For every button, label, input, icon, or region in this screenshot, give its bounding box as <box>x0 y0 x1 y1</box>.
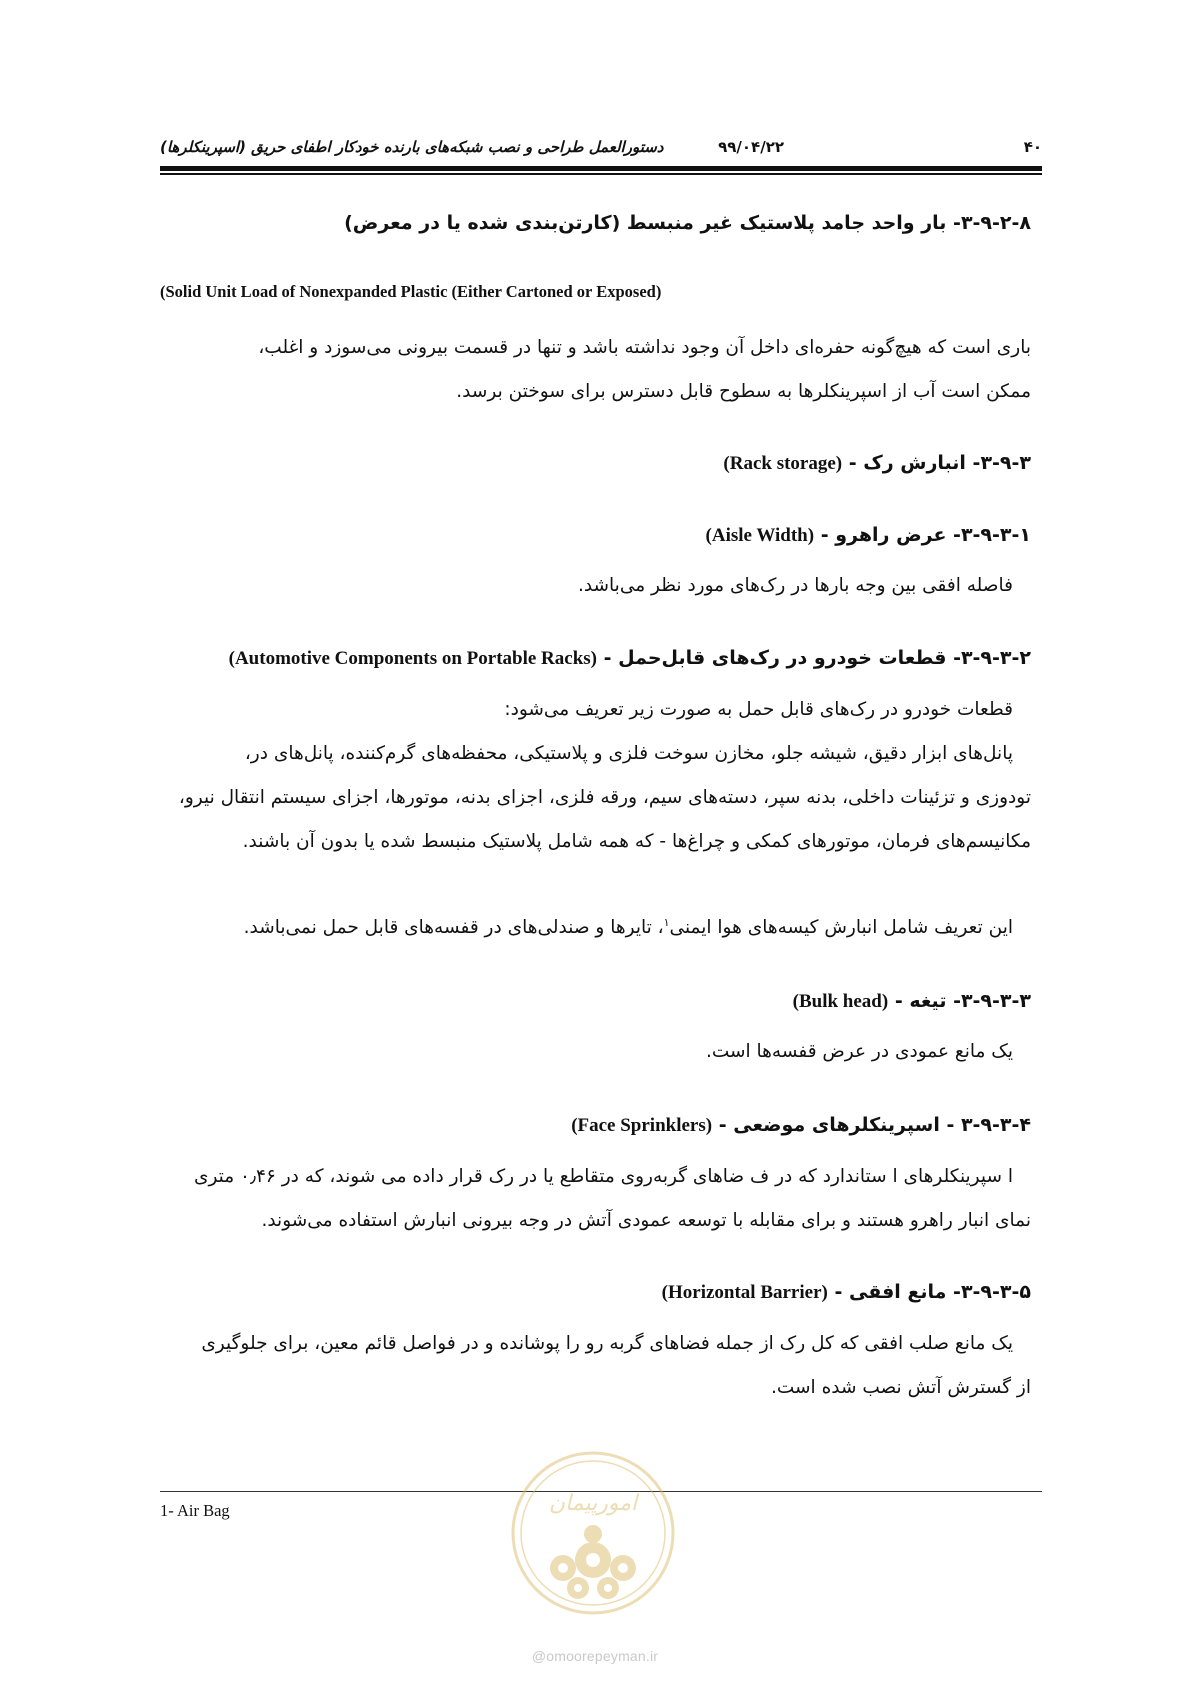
paragraph-line: باری است که هیچ‌گونه حفره‌ای داخل آن وجود نداشته باشد و تنها در قسمت بیرونی می‌سوزد و اغلب، <box>258 337 1031 358</box>
paragraph-line: یک مانع صلب افقی که کل رک از جمله فضاهای گربه رو را پوشانده و در فواصل قائم معین، برای جلوگیری <box>201 1333 1013 1354</box>
header-rule-thin <box>160 173 1042 175</box>
heading-persian: ۳-۹-۳-۵- مانع افقی - <box>834 1281 1031 1303</box>
paragraph-line: تودوزی و تزئینات داخلی، بدنه سپر، دسته‌های سیم، ورقه فلزی، اجزای بدنه، موتورها، اجزای سیستم انتقال نیرو، <box>178 787 1031 808</box>
footnote-ref: ۱ <box>663 915 670 929</box>
paragraph-3-9-3-3 <box>149 1030 1013 1074</box>
section-heading-3-9-3-2 <box>229 643 1031 674</box>
header-document-title: دستورالعمل طراحی و نصب شبکه‌های بارنده خودکار اطفای حریق (اسپرینکلرها) <box>160 138 664 156</box>
paragraph-line: پانل‌های ابزار دقیق، شیشه جلو، مخازن سوخت فلزی و پلاستیکی، محفظه‌های گرم‌کننده، پانل‌های در، <box>244 743 1013 764</box>
paragraph-line: قطعات خودرو در رک‌های قابل حمل به صورت زیر تعریف می‌شود: <box>504 699 1013 720</box>
section-heading-3-9-3-4 <box>571 1110 1031 1141</box>
paragraph-line: نمای انبار راهرو هستند و برای مقابله با توسعه عمودی آتش در وجه بیرونی انبارش استفاده می‌شوند. <box>261 1210 1031 1231</box>
paragraph-line: یک مانع عمودی در عرض قفسه‌ها است. <box>705 1041 1013 1062</box>
paragraph-line: از گسترش آتش نصب شده است. <box>771 1377 1031 1398</box>
paragraph-3-9-3-4 <box>149 1155 1031 1243</box>
heading-english: (Aisle Width) <box>705 525 815 546</box>
heading-persian: ۳-۹-۳-۴ - اسپرینکلرهای موضعی - <box>718 1114 1031 1136</box>
paragraph-line <box>149 906 1013 950</box>
section-heading-3-9-2-8: ۳-۹-۲-۸- بار واحد جامد پلاستیک غیر منبسط (کارتن‌بندی شده یا در معرض) <box>344 212 1031 234</box>
heading-persian: ۳-۹-۳- انبارش رک - <box>848 452 1031 474</box>
section-heading-3-9-3-3 <box>793 986 1031 1017</box>
section-english-subtitle-3-9-2-8: (Solid Unit Load of Nonexpanded Plastic (Either Cartoned or Exposed) <box>160 282 662 301</box>
watermark-url: @omoorepeyman.ir <box>531 1648 659 1664</box>
paragraph-line: ا سپرینکلرهای ا ستاندارد که در ف ضاهای گربه‌روی متقاطع یا در رک قرار داده می شوند، که در ۰٫۴۶ متری <box>193 1166 1013 1187</box>
paragraph-line: ممکن است آب از اسپرینکلرها به سطوح قابل دسترس برای سوختن برسد. <box>456 381 1031 402</box>
watermark-logo-text: امورپیمان <box>548 1491 638 1516</box>
paragraph-line: فاصله افقی بین وجه بارها در رک‌های مورد نظر می‌باشد. <box>577 575 1013 596</box>
heading-english: (Bulk head) <box>792 991 889 1012</box>
section-heading-3-9-3-1 <box>706 520 1031 551</box>
paragraph-line: مکانیسم‌های فرمان، موتورهای کمکی و چراغ‌ها - که همه شامل پلاستیک منبسط شده یا بدون آن باشند. <box>242 831 1031 852</box>
heading-english: (Automotive Components on Portable Racks) <box>228 648 597 669</box>
heading-english: (Face Sprinklers) <box>571 1115 713 1136</box>
section-heading-3-9-3-5 <box>662 1277 1031 1308</box>
paragraph-3-9-3-5 <box>149 1322 1031 1410</box>
page-number: ۴۰ <box>1023 138 1042 156</box>
heading-english: (Horizontal Barrier) <box>661 1282 828 1303</box>
heading-persian: ۳-۹-۳-۲- قطعات خودرو در رک‌های قابل‌حمل - <box>603 647 1031 669</box>
heading-persian: ۳-۹-۳-۳- تیغه - <box>894 990 1031 1012</box>
footnote-text: 1- Air Bag <box>160 1501 230 1520</box>
paragraph-3-9-3-2 <box>149 688 1031 864</box>
header-date: ۹۹/۰۴/۲۲ <box>718 138 784 156</box>
watermark-logo-icon <box>508 1448 678 1618</box>
section-heading-3-9-3 <box>723 448 1031 479</box>
paragraph-3-9-3-1 <box>149 564 1013 608</box>
header-rule-thick <box>160 166 1042 171</box>
heading-persian: ۳-۹-۳-۱- عرض راهرو - <box>820 524 1031 546</box>
text-run: ، تایرها و صندلی‌های در قفسه‌های قابل حمل نمی‌باشد. <box>243 917 664 938</box>
paragraph-3-9-2-8 <box>149 326 1031 414</box>
text-run: این تعریف شامل انبارش کیسه‌های هوا ایمنی <box>669 917 1013 938</box>
heading-english: (Rack storage) <box>723 453 843 474</box>
paragraph-3-9-3-2-exclusion <box>149 906 1013 950</box>
page-header <box>160 138 1042 164</box>
